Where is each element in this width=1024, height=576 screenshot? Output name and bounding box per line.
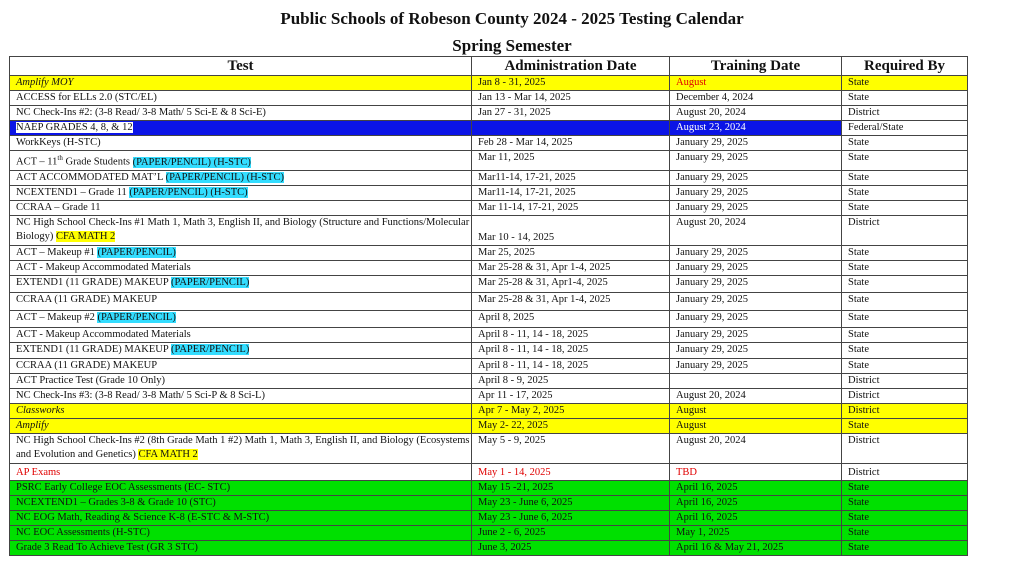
table-row — [10, 245, 968, 260]
test-cell — [10, 215, 472, 245]
training-cell: August — [670, 403, 842, 418]
test-superscript: th — [57, 154, 63, 162]
required-cell: District — [842, 106, 968, 121]
required-cell: State — [842, 495, 968, 510]
test-cell: ACT - Makeup Accommodated Materials — [10, 260, 472, 275]
admin-cell: Apr 7 - May 2, 2025 — [472, 403, 670, 418]
required-cell: State — [842, 260, 968, 275]
admin-cell: Feb 28 - Mar 14, 2025 — [472, 136, 670, 151]
admin-cell: Mar 11, 2025 — [472, 151, 670, 171]
table-row — [10, 151, 968, 171]
table-row — [10, 388, 968, 403]
admin-cell: April 8, 2025 — [472, 310, 670, 327]
naep-label: NAEP GRADES 4, 8, & 12 — [16, 122, 133, 133]
table-row — [10, 121, 968, 136]
training-cell: January 29, 2025 — [670, 245, 842, 260]
admin-cell: May 2- 22, 2025 — [472, 418, 670, 433]
header-row — [10, 57, 968, 76]
training-cell: August 20, 2024 — [670, 433, 842, 463]
test-cell: Grade 3 Read To Achieve Test (GR 3 STC) — [10, 540, 472, 555]
table-row — [10, 106, 968, 121]
admin-cell — [472, 121, 670, 136]
admin-cell: June 2 - 6, 2025 — [472, 525, 670, 540]
required-cell: State — [842, 76, 968, 91]
table-row — [10, 91, 968, 106]
training-cell: January 29, 2025 — [670, 292, 842, 310]
training-cell: April 16, 2025 — [670, 495, 842, 510]
required-cell: District — [842, 463, 968, 480]
test-text: Grade Students — [62, 156, 133, 168]
admin-cell: May 15 -21, 2025 — [472, 480, 670, 495]
required-cell: State — [842, 510, 968, 525]
required-cell: District — [842, 388, 968, 403]
required-cell: State — [842, 91, 968, 106]
cfa-math-highlight: CFA MATH 2 — [55, 230, 116, 242]
test-cell: NC EOC Assessments (H-STC) — [10, 525, 472, 540]
test-cell: NC Check-Ins #3: (3-8 Read/ 3-8 Math/ 5 Sci-P & 8 Sci-L) — [10, 388, 472, 403]
required-cell: District — [842, 403, 968, 418]
test-cell: CCRAA – Grade 11 — [10, 200, 472, 215]
table-row — [10, 403, 968, 418]
table-row — [10, 170, 968, 185]
required-cell: District — [842, 215, 968, 245]
admin-cell: Jan 8 - 31, 2025 — [472, 76, 670, 91]
admin-cell: April 8 - 9, 2025 — [472, 373, 670, 388]
training-cell: August 23, 2024 — [670, 121, 842, 136]
admin-cell: Jan 27 - 31, 2025 — [472, 106, 670, 121]
paper-pencil-highlight: (PAPER/PENCIL) — [170, 276, 250, 288]
test-text: NCEXTEND1 – Grade 11 — [16, 186, 130, 198]
required-cell: State — [842, 480, 968, 495]
paper-pencil-highlight: (PAPER/PENCIL) (H-STC) — [129, 186, 248, 198]
test-cell: ACT Practice Test (Grade 10 Only) — [10, 373, 472, 388]
test-cell: NC Check-Ins #2: (3-8 Read/ 3-8 Math/ 5 Sci-E & 8 Sci-E) — [10, 106, 472, 121]
test-cell: ACCESS for ELLs 2.0 (STC/EL) — [10, 91, 472, 106]
admin-cell: April 8 - 11, 14 - 18, 2025 — [472, 342, 670, 358]
admin-cell: April 8 - 11, 14 - 18, 2025 — [472, 327, 670, 342]
admin-cell: Mar 25-28 & 31, Apr 1-4, 2025 — [472, 260, 670, 275]
paper-pencil-highlight: (PAPER/PENCIL) (H-STC) — [132, 156, 251, 168]
table-row — [10, 292, 968, 310]
required-cell: State — [842, 185, 968, 200]
test-cell — [10, 151, 472, 171]
training-cell: January 29, 2025 — [670, 260, 842, 275]
required-cell: State — [842, 200, 968, 215]
test-text: EXTEND1 (11 GRADE) MAKEUP — [16, 276, 171, 288]
page-title: Public Schools of Robeson County 2024 - 2025 Testing Calendar — [280, 9, 744, 28]
admin-cell: April 8 - 11, 14 - 18, 2025 — [472, 358, 670, 373]
training-cell: August 20, 2024 — [670, 106, 842, 121]
admin-cell: Mar 25, 2025 — [472, 245, 670, 260]
table-row — [10, 373, 968, 388]
training-cell: December 4, 2024 — [670, 91, 842, 106]
test-cell — [10, 433, 472, 463]
training-cell: May 1, 2025 — [670, 525, 842, 540]
training-cell: TBD — [670, 463, 842, 480]
header-test: Test — [10, 57, 472, 76]
required-cell: Federal/State — [842, 121, 968, 136]
test-cell: PSRC Early College EOC Assessments (EC- STC) — [10, 480, 472, 495]
test-cell — [10, 342, 472, 358]
required-cell: State — [842, 151, 968, 171]
required-cell: State — [842, 292, 968, 310]
training-cell: January 29, 2025 — [670, 358, 842, 373]
training-cell: January 29, 2025 — [670, 185, 842, 200]
training-cell: January 29, 2025 — [670, 200, 842, 215]
paper-pencil-highlight: (PAPER/PENCIL) — [97, 246, 176, 258]
required-cell: State — [842, 525, 968, 540]
page-subtitle: Spring Semester — [452, 36, 572, 55]
required-cell: State — [842, 310, 968, 327]
admin-cell: Mar 25-28 & 31, Apr 1-4, 2025 — [472, 292, 670, 310]
required-cell: State — [842, 170, 968, 185]
required-cell: State — [842, 136, 968, 151]
table-row — [10, 418, 968, 433]
admin-cell: May 23 - June 6, 2025 — [472, 510, 670, 525]
training-cell: January 29, 2025 — [670, 327, 842, 342]
test-cell: AP Exams — [10, 463, 472, 480]
test-text: ACT – 11 — [16, 156, 58, 168]
required-cell: State — [842, 245, 968, 260]
test-text: NC High School Check-Ins #2 (8th Grade Math 1 #2) Math 1, Math 3, English II, and Biology (Ecosystems and Evolution and Genetics) — [16, 434, 470, 460]
training-cell: January 29, 2025 — [670, 310, 842, 327]
admin-cell: Mar 25-28 & 31, Apr1-4, 2025 — [472, 275, 670, 292]
admin-cell: June 3, 2025 — [472, 540, 670, 555]
training-cell — [670, 373, 842, 388]
table-row — [10, 310, 968, 327]
table-row — [10, 275, 968, 292]
test-cell — [10, 185, 472, 200]
test-cell: Amplify MOY — [10, 76, 472, 91]
training-cell: January 29, 2025 — [670, 342, 842, 358]
table-row — [10, 76, 968, 91]
table-row — [10, 433, 968, 463]
training-cell: April 16 & May 21, 2025 — [670, 540, 842, 555]
training-cell: January 29, 2025 — [670, 136, 842, 151]
test-text: NC High School Check-Ins #1 Math 1, Math 3, English II, and Biology (Structure and Functions/Molecular Biology) — [16, 216, 470, 242]
admin-cell: May 23 - June 6, 2025 — [472, 495, 670, 510]
header-required-by: Required By — [842, 57, 968, 76]
table-row — [10, 215, 968, 245]
table-row — [10, 185, 968, 200]
test-cell: ACT - Makeup Accommodated Materials — [10, 327, 472, 342]
test-cell: NCEXTEND1 – Grades 3-8 & Grade 10 (STC) — [10, 495, 472, 510]
paper-pencil-highlight: (PAPER/PENCIL) (H-STC) — [165, 171, 284, 183]
test-cell — [10, 245, 472, 260]
admin-cell: Mar 11-14, 17-21, 2025 — [472, 200, 670, 215]
admin-cell: May 1 - 14, 2025 — [472, 463, 670, 480]
required-cell: District — [842, 433, 968, 463]
test-cell: CCRAA (11 GRADE) MAKEUP — [10, 292, 472, 310]
table-row — [10, 342, 968, 358]
test-cell: NC EOG Math, Reading & Science K-8 (E-STC & M-STC) — [10, 510, 472, 525]
table-row — [10, 327, 968, 342]
test-cell: Amplify — [10, 418, 472, 433]
required-cell: State — [842, 342, 968, 358]
test-cell — [10, 170, 472, 185]
test-text: EXTEND1 (11 GRADE) MAKEUP — [16, 343, 171, 355]
admin-cell: Mar11-14, 17-21, 2025 — [472, 170, 670, 185]
training-cell: August 20, 2024 — [670, 388, 842, 403]
training-cell: January 29, 2025 — [670, 170, 842, 185]
table-row — [10, 358, 968, 373]
admin-cell: May 5 - 9, 2025 — [472, 433, 670, 463]
training-cell: April 16, 2025 — [670, 480, 842, 495]
testing-calendar-table — [9, 56, 968, 556]
test-cell — [10, 275, 472, 292]
test-cell: CCRAA (11 GRADE) MAKEUP — [10, 358, 472, 373]
required-cell: State — [842, 418, 968, 433]
paper-pencil-highlight: (PAPER/PENCIL) — [97, 311, 176, 323]
required-cell: District — [842, 373, 968, 388]
header-training-date: Training Date — [670, 57, 842, 76]
paper-pencil-highlight: (PAPER/PENCIL) — [170, 343, 250, 355]
admin-cell: Mar11-14, 17-21, 2025 — [472, 185, 670, 200]
training-cell: January 29, 2025 — [670, 151, 842, 171]
training-cell: August — [670, 76, 842, 91]
test-cell — [10, 121, 472, 136]
table-row — [10, 510, 968, 525]
table-row — [10, 136, 968, 151]
cfa-math-highlight: CFA MATH 2 — [138, 448, 198, 460]
required-cell: State — [842, 358, 968, 373]
required-cell: State — [842, 540, 968, 555]
test-cell: WorkKeys (H-STC) — [10, 136, 472, 151]
required-cell: State — [842, 327, 968, 342]
test-cell — [10, 310, 472, 327]
test-text: ACT – Makeup #1 — [16, 246, 98, 258]
table-row — [10, 463, 968, 480]
test-text: ACT – Makeup #2 — [16, 311, 98, 323]
training-cell: January 29, 2025 — [670, 275, 842, 292]
admin-cell: Jan 13 - Mar 14, 2025 — [472, 91, 670, 106]
admin-cell: Apr 11 - 17, 2025 — [472, 388, 670, 403]
training-cell: April 16, 2025 — [670, 510, 842, 525]
test-cell: Classworks — [10, 403, 472, 418]
test-text: ACT ACCOMMODATED MAT’L — [16, 171, 166, 183]
table-row — [10, 200, 968, 215]
table-row — [10, 495, 968, 510]
training-cell: August — [670, 418, 842, 433]
table-row — [10, 260, 968, 275]
table-row — [10, 480, 968, 495]
table-row — [10, 540, 968, 555]
table-row — [10, 525, 968, 540]
admin-cell: Mar 10 - 14, 2025 — [472, 215, 670, 245]
header-admin-date: Administration Date — [472, 57, 670, 76]
required-cell: State — [842, 275, 968, 292]
training-cell: August 20, 2024 — [670, 215, 842, 245]
